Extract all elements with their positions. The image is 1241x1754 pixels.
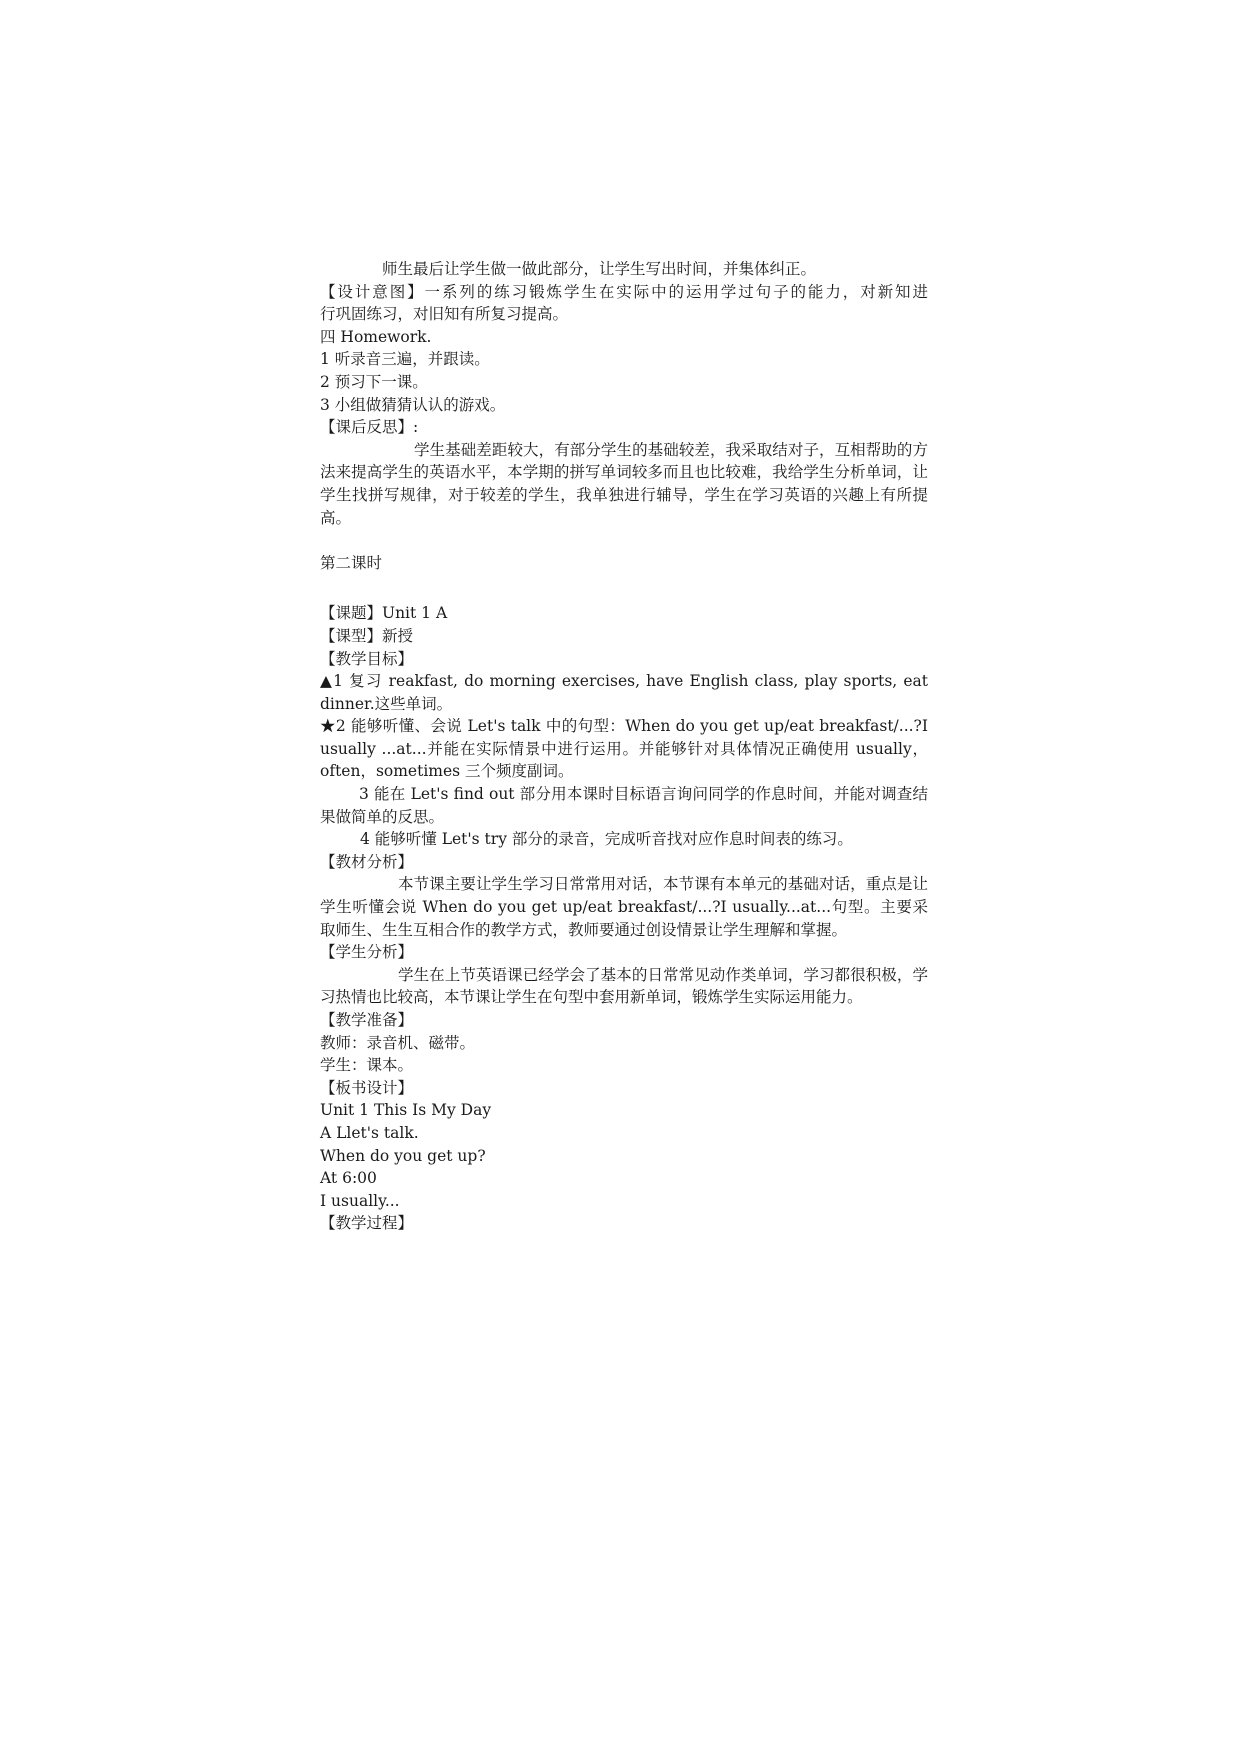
text-line: 师生最后让学生做一做此部分，让学生写出时间，并集体纠正。	[382, 260, 817, 278]
section-title: 第二课时	[320, 553, 383, 572]
document-content	[320, 258, 928, 1235]
objective-item: ▲1 复习 reakfast, do morning exercises, have English class, play sports, eat dinner.这些单词。	[320, 672, 928, 713]
text-line: 教师：录音机、磁带。	[320, 1033, 476, 1052]
list-item: 2 预习下一课。	[320, 372, 428, 391]
board-line: I usually...	[320, 1191, 400, 1210]
board-line: When do you get up?	[320, 1146, 486, 1165]
list-item: 1 听录音三遍，并跟读。	[320, 350, 490, 369]
board-line: Unit 1 This Is My Day	[320, 1101, 492, 1120]
section-heading: 四 Homework.	[320, 327, 432, 346]
objective-item: 4 能够听懂 Let's try 部分的录音，完成听音找对应作息时间表的练习。	[360, 830, 853, 849]
section-heading: 【教材分析】	[320, 852, 414, 871]
section-heading: 【学生分析】	[320, 943, 414, 962]
section-heading: 【板书设计】	[320, 1078, 414, 1097]
section-heading: 【课后反思】:	[320, 418, 419, 437]
lesson-topic: 【课题】Unit 1 A	[320, 604, 448, 623]
text-line: 【设计意图】一系列的练习锻炼学生在实际中的运用学过句子的能力，对新知进	[320, 282, 928, 301]
text-line: 学生：课本。	[320, 1056, 414, 1075]
objective-item: 3 能在 Let's find out 部分用本课时目标语言询问同学的作息时间，并能对调查结果做简单的反思。	[320, 785, 928, 826]
board-line: A Llet's talk.	[320, 1123, 419, 1142]
text-line: 行巩固练习，对旧知有所复习提高。	[320, 305, 569, 324]
board-line: At 6:00	[320, 1169, 377, 1188]
section-heading: 【教学过程】	[320, 1214, 414, 1233]
paragraph: 学生在上节英语课已经学会了基本的日常常见动作类单词，学习都很积极，学习热情也比较高，本节课让学生在句型中套用新单词，锻炼学生实际运用能力。	[320, 965, 928, 1007]
paragraph: 本节课主要让学生学习日常常用对话，本节课有本单元的基础对话，重点是让学生听懂会说 When do you get up/eat breakfast/...?I usually...at...句型。主要采取师生、生生互相合作的教学方式，教师要通过创设情景让学生理解和掌握。	[320, 875, 928, 939]
section-heading: 【教学准备】	[320, 1011, 414, 1029]
lesson-type: 【课型】新授	[320, 626, 414, 645]
objective-item: ★2 能够听懂、会说 Let's talk 中的句型：When do you get up/eat breakfast/...?I usually ...at...并能在实际情景中进行运用。并能够针对具体情况正确使用 usually，often，sometimes 三个频度副词。	[320, 717, 928, 781]
paragraph: 学生基础差距较大，有部分学生的基础较差，我采取结对子，互相帮助的方法来提高学生的英语水平，本学期的拼写单词较多而且也比较难，我给学生分析单词，让学生找拼写规律，对于较差的学生，我单独进行辅导，学生在学习英语的兴趣上有所提高。	[320, 440, 928, 527]
list-item: 3 小组做猜猜认认的游戏。	[320, 395, 506, 414]
section-heading: 【教学目标】	[320, 649, 414, 668]
